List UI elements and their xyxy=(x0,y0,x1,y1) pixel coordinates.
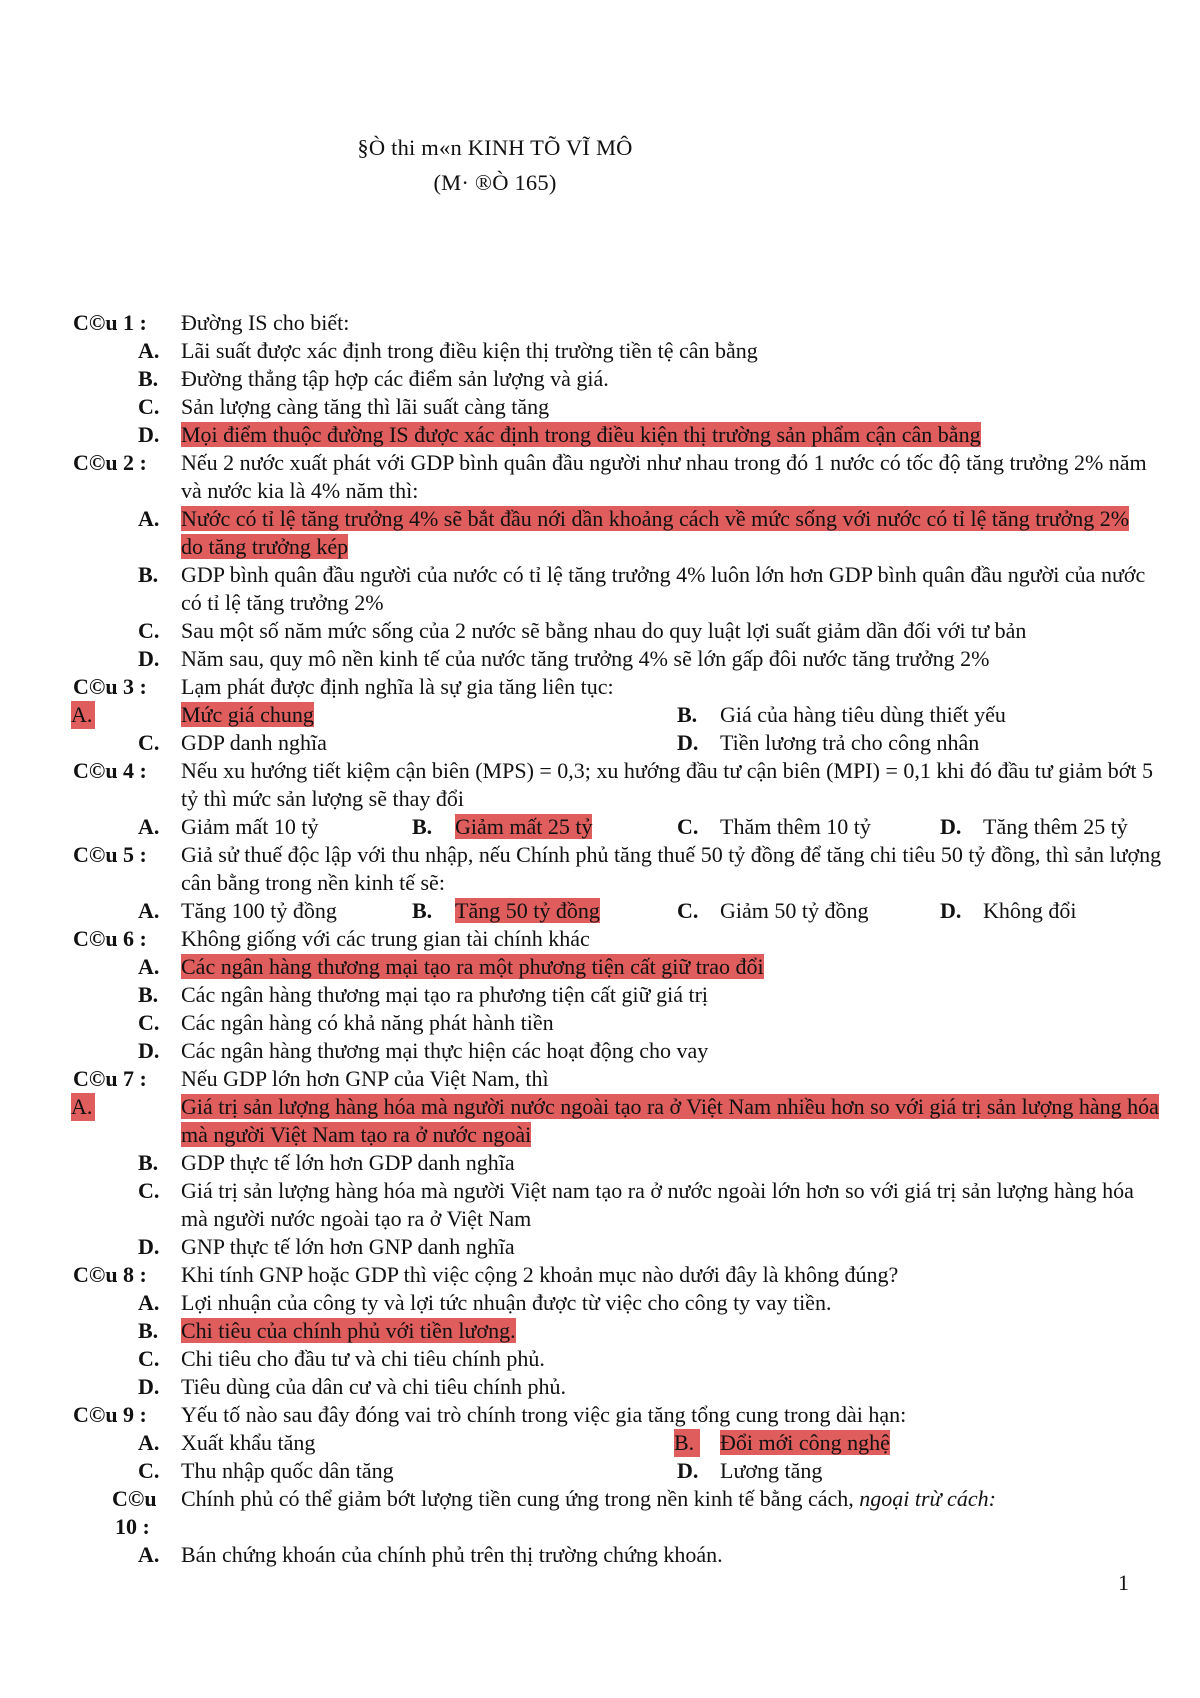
option-text: Lãi suất được xác định trong điều kiện thị trường tiền tệ cân bằng xyxy=(181,338,758,363)
question-text: Không giống với các trung gian tài chính khác xyxy=(181,926,590,951)
option-label: D. xyxy=(138,1234,160,1259)
option-text: GDP thực tế lớn hơn GDP danh nghĩa xyxy=(181,1150,515,1175)
option-label: C. xyxy=(138,1458,160,1483)
option-text: Lợi nhuận của công ty và lợi tức nhuận được từ việc cho công ty vay tiền. xyxy=(181,1290,832,1315)
correct-answer-highlight: Mọi điểm thuộc đường IS được xác định trong điều kiện thị trường sản phẩm cận cân bằng xyxy=(181,422,981,447)
correct-answer-highlight: Các ngân hàng thương mại tạo ra một phương tiện cất giữ trao đổi xyxy=(181,954,764,979)
question-text: Đường IS cho biết: xyxy=(181,310,350,335)
option-text: Không đổi xyxy=(983,898,1077,923)
question-label: C©u 7 : xyxy=(73,1066,147,1091)
option-label: C. xyxy=(138,1178,160,1203)
option-text: Đường thẳng tập hợp các điểm sản lượng và giá. xyxy=(181,366,609,391)
option-text: Giảm 50 tỷ đồng xyxy=(720,898,869,923)
question-label: C©u 3 : xyxy=(73,674,147,699)
question-label: C©u 6 : xyxy=(73,926,147,951)
option-text: Năm sau, quy mô nền kinh tế của nước tăng trưởng 4% sẽ lớn gấp đôi nước tăng trưởng 2% xyxy=(181,646,990,671)
option-label: D. xyxy=(940,814,962,839)
option-text: GDP danh nghĩa xyxy=(181,730,327,755)
option-text: Tiền lương trả cho công nhân xyxy=(720,730,980,755)
option-text: Các ngân hàng thương mại tạo ra phương tiện cất giữ giá trị xyxy=(181,982,709,1007)
option-label: C. xyxy=(677,898,699,923)
option-text-correct xyxy=(455,813,592,841)
option-text: Giá trị sản lượng hàng hóa mà người Việt nam tạo ra ở nước ngoài lớn hơn so với giá trị sản lượng hàng hóa mà người nước ngoài tạo ra ở Việt Nam xyxy=(181,1178,1134,1231)
option-label: C. xyxy=(138,1346,160,1371)
option-text: Sản lượng càng tăng thì lãi suất càng tăng xyxy=(181,394,550,419)
option-label-correct: B. xyxy=(674,1429,700,1457)
correct-answer-highlight: Giá trị sản lượng hàng hóa mà người nước ngoài tạo ra ở Việt Nam nhiều hơn so với giá trị sản lượng hàng hóa mà người Việt Nam tạo ra ở nước ngoài xyxy=(181,1094,1159,1147)
option-label: A. xyxy=(138,506,160,531)
correct-answer-highlight: Mức giá chung xyxy=(181,702,314,727)
option-text: Chi tiêu cho đầu tư và chi tiêu chính phủ. xyxy=(181,1346,545,1371)
option-label: D. xyxy=(940,898,962,923)
option-label: A. xyxy=(138,954,160,979)
option-label-correct: A. xyxy=(71,701,95,729)
question-text: Nếu xu hướng tiết kiệm cận biên (MPS) = 0,3; xu hướng đầu tư cận biên (MPI) = 0,1 khi đó đầu tư giảm bớt 5 tỷ thì mức sản lượng sẽ thay đổi xyxy=(181,758,1154,811)
option-text: Tiêu dùng của dân cư và chi tiêu chính phủ. xyxy=(181,1374,567,1399)
option-text-correct xyxy=(181,1317,516,1345)
option-text-correct xyxy=(181,701,314,729)
option-label: B. xyxy=(677,702,698,727)
option-label-correct: A. xyxy=(71,1093,95,1121)
question-text: Khi tính GNP hoặc GDP thì việc cộng 2 khoản mục nào dưới đây là không đúng? xyxy=(181,1262,899,1287)
option-label: B. xyxy=(138,982,159,1007)
option-text: Giá của hàng tiêu dùng thiết yếu xyxy=(720,702,1006,727)
option-label: C. xyxy=(138,1010,160,1035)
question-text-main: Chính phủ có thể giảm bớt lượng tiền cung ứng trong nền kinh tế bằng cách, xyxy=(181,1486,854,1511)
option-label: A. xyxy=(138,1430,160,1455)
option-label: D. xyxy=(138,646,160,671)
correct-answer-highlight: Chi tiêu của chính phủ với tiền lương. xyxy=(181,1318,516,1343)
question-label: C©u 1 : xyxy=(73,310,147,335)
option-text: Giảm mất 10 tỷ xyxy=(181,814,319,839)
option-label: B. xyxy=(412,898,433,923)
exam-code: (M· ®Ò 165) xyxy=(433,170,557,195)
option-text: GNP thực tế lớn hơn GNP danh nghĩa xyxy=(181,1234,515,1259)
option-text-correct xyxy=(720,1429,890,1457)
question-label: 10 : xyxy=(115,1514,150,1539)
option-label: C. xyxy=(677,814,699,839)
question-label: C©u 8 : xyxy=(73,1262,147,1287)
option-text: Tăng thêm 25 tỷ xyxy=(983,814,1128,839)
question-text: Nếu GDP lớn hơn GNP của Việt Nam, thì xyxy=(181,1066,549,1091)
option-label: A. xyxy=(138,338,160,363)
correct-answer-highlight: Giảm mất 25 tỷ xyxy=(455,814,593,839)
option-text: Các ngân hàng có khả năng phát hành tiền xyxy=(181,1010,554,1035)
option-text: GDP bình quân đầu người của nước có tỉ lệ tăng trưởng 4% luôn lớn hơn GDP bình quân đầu người của nước có tỉ lệ tăng trưởng 2% xyxy=(181,562,1146,615)
option-label: B. xyxy=(138,1150,159,1175)
question-label: C©u xyxy=(112,1486,157,1511)
option-label: D. xyxy=(677,1458,699,1483)
option-label: A. xyxy=(138,814,160,839)
question-text-italic: ngoại trừ cách: xyxy=(859,1486,996,1511)
option-text-correct xyxy=(455,897,600,925)
option-text-correct xyxy=(181,953,764,981)
option-label: B. xyxy=(138,366,159,391)
option-text: Thăm thêm 10 tỷ xyxy=(720,814,871,839)
correct-answer-highlight: Nước có tỉ lệ tăng trưởng 4% sẽ bắt đầu nới dần khoảng cách về mức sống với nước có tỉ lệ tăng trưởng 2% do tăng trưởng kép xyxy=(181,506,1130,559)
option-label: C. xyxy=(138,730,160,755)
question-label: C©u 5 : xyxy=(73,842,147,867)
question-text: Giả sử thuế độc lập với thu nhập, nếu Chính phủ tăng thuế 50 tỷ đồng để tăng chi tiêu 50 tỷ đồng, thì sản lượng cân bằng trong nền kinh tế sẽ: xyxy=(181,842,1162,895)
option-text: Thu nhập quốc dân tăng xyxy=(181,1458,394,1483)
option-text: Các ngân hàng thương mại thực hiện các hoạt động cho vay xyxy=(181,1038,709,1063)
option-text: Tăng 100 tỷ đồng xyxy=(181,898,337,923)
option-label: B. xyxy=(138,1318,159,1343)
option-label: D. xyxy=(138,1374,160,1399)
option-label: A. xyxy=(138,1290,160,1315)
correct-answer-highlight: Đổi mới công nghệ xyxy=(720,1430,890,1455)
option-label: B. xyxy=(138,562,159,587)
option-text: Xuất khẩu tăng xyxy=(181,1430,316,1455)
option-text-correct xyxy=(181,1093,1171,1149)
option-label: B. xyxy=(412,814,433,839)
option-label: D. xyxy=(677,730,699,755)
option-text: Bán chứng khoán của chính phủ trên thị trường chứng khoán. xyxy=(181,1542,723,1567)
option-label: D. xyxy=(138,422,160,447)
question-label: C©u 4 : xyxy=(73,758,147,783)
option-label: D. xyxy=(138,1038,160,1063)
exam-title: §Ò thi m«n KINH TÕ VĨ MÔ xyxy=(357,135,633,160)
option-text-correct xyxy=(181,505,1151,561)
question-text xyxy=(181,1485,996,1513)
option-label: C. xyxy=(138,618,160,643)
option-label: C. xyxy=(138,394,160,419)
question-text: Yếu tố nào sau đây đóng vai trò chính trong việc gia tăng tổng cung trong dài hạn: xyxy=(181,1402,907,1427)
question-label: C©u 2 : xyxy=(73,450,147,475)
option-text: Lương tăng xyxy=(720,1458,823,1483)
option-text: Sau một số năm mức sống của 2 nước sẽ bằng nhau do quy luật lợi suất giảm dần đối với tư bản xyxy=(181,618,1027,643)
option-text-correct xyxy=(181,421,981,449)
page-number: 1 xyxy=(1118,1570,1129,1595)
correct-answer-highlight: Tăng 50 tỷ đồng xyxy=(455,898,600,923)
option-label: A. xyxy=(138,898,160,923)
option-label: A. xyxy=(138,1542,160,1567)
question-label: C©u 9 : xyxy=(73,1402,147,1427)
question-text: Nếu 2 nước xuất phát với GDP bình quân đầu người như nhau trong đó 1 nước có tốc độ tăng trưởng 2% năm và nước kia là 4% năm thì: xyxy=(181,450,1147,503)
question-text: Lạm phát được định nghĩa là sự gia tăng liên tục: xyxy=(181,674,614,699)
